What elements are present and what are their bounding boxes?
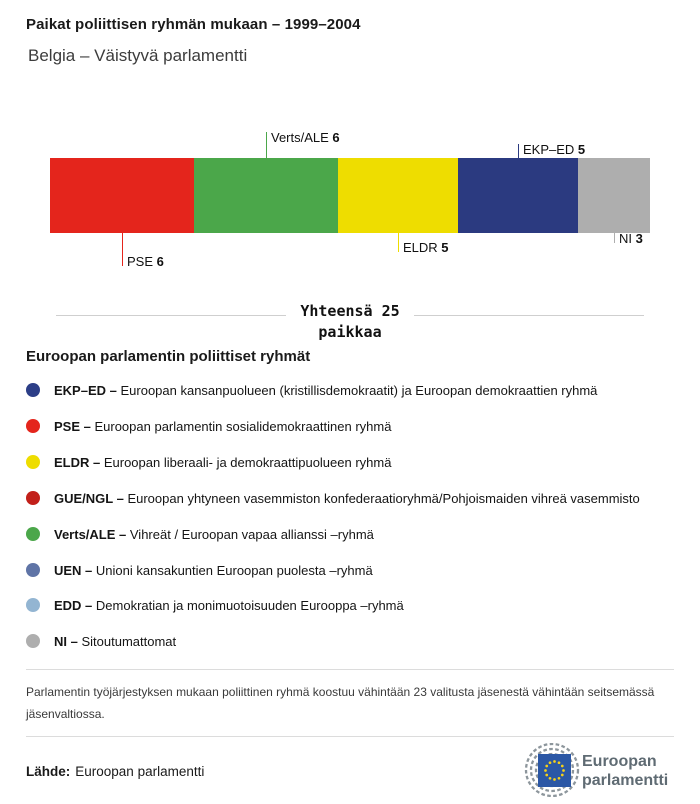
bar-segment-verts-ale bbox=[194, 158, 338, 233]
legend-dot-ekp-ed bbox=[26, 383, 40, 397]
bar-label-ekp-ed: EKP–ED 5 bbox=[523, 142, 586, 157]
legend-item-gue-ngl bbox=[0, 490, 700, 509]
legend-item-verts-ale bbox=[0, 526, 700, 545]
total-seats-line2: paikkaa bbox=[318, 322, 382, 341]
legend-text-eldr: ELDR – Euroopan liberaali- ja demokraattipuolueen ryhmä bbox=[54, 455, 392, 471]
legend-text-verts-ale: Verts/ALE – Vihreät / Euroopan vapaa allianssi –ryhmä bbox=[54, 526, 374, 542]
bar-label-eldr: ELDR 5 bbox=[403, 240, 449, 255]
bar-label-ni: NI 3 bbox=[619, 231, 643, 246]
bar-segment-ekp-ed bbox=[458, 158, 578, 233]
legend-item-edd bbox=[0, 597, 700, 616]
total-seats-line1: Yhteensä 25 bbox=[300, 302, 400, 320]
legend-text-uen: UEN – Unioni kansakuntien Euroopan puolesta –ryhmä bbox=[54, 562, 373, 578]
total-seats-label bbox=[286, 301, 413, 342]
bar-segment-eldr bbox=[338, 158, 458, 233]
legend-list bbox=[0, 382, 700, 652]
legend-item-ekp-ed bbox=[0, 382, 700, 401]
bar-callout-eldr bbox=[398, 233, 449, 255]
legend-item-pse bbox=[0, 418, 700, 437]
legend-dot-uen bbox=[26, 563, 40, 577]
legend-text-pse: PSE – Euroopan parlamentin sosialidemokraattinen ryhmä bbox=[54, 419, 392, 435]
total-left-rule bbox=[56, 315, 286, 316]
logo-text-line2: parlamentti bbox=[582, 771, 669, 789]
legend-item-ni bbox=[0, 633, 700, 652]
legend-dot-verts-ale bbox=[26, 527, 40, 541]
legend-text-edd: EDD – Demokratian ja monimuotoisuuden Eurooppa –ryhmä bbox=[54, 598, 404, 614]
bar-callout-ni bbox=[614, 231, 643, 246]
page-title: Paikat poliittisen ryhmän mukaan – 1999–2004 bbox=[26, 16, 361, 33]
seats-bar-chart bbox=[50, 124, 650, 279]
bar-segment-ni bbox=[578, 158, 650, 233]
bar-callout-pse bbox=[122, 233, 164, 269]
legend-dot-edd bbox=[26, 598, 40, 612]
bar-label-pse: PSE 6 bbox=[127, 254, 164, 269]
legend-dot-eldr bbox=[26, 455, 40, 469]
eu-flag-icon bbox=[538, 754, 571, 787]
legend-item-uen bbox=[0, 562, 700, 581]
bar-callout-verts-ale bbox=[266, 130, 340, 158]
bar-callout-ekp-ed bbox=[518, 142, 586, 158]
legend-dot-gue-ngl bbox=[26, 491, 40, 505]
bar-label-verts-ale: Verts/ALE 6 bbox=[271, 130, 340, 145]
footer bbox=[0, 737, 700, 797]
source-value: Euroopan parlamentti bbox=[75, 763, 205, 779]
footnote-text: Parlamentin työjärjestyksen mukaan poliittinen ryhmä koostuu vähintään 23 valitusta jäsenestä vähintään seitsemässä jäsenvaltiossa. bbox=[26, 685, 655, 722]
legend-text-ni: NI – Sitoutumattomat bbox=[54, 634, 177, 650]
legend-text-gue-ngl: GUE/NGL – Euroopan yhtyneen vasemmiston konfederaatioryhmä/Pohjoismaiden vihreä vasemmisto bbox=[54, 490, 640, 506]
total-right-rule bbox=[414, 315, 644, 316]
legend-item-eldr bbox=[0, 454, 700, 473]
total-seats-row bbox=[0, 301, 700, 342]
source-label: Lähde: bbox=[26, 763, 71, 779]
logo-text-line1: Euroopan bbox=[582, 752, 657, 770]
legend-text-ekp-ed: EKP–ED – Euroopan kansanpuolueen (kristillisdemokraatit) ja Euroopan demokraattien ryhmä bbox=[54, 383, 598, 399]
legend-dot-ni bbox=[26, 634, 40, 648]
legend-dot-pse bbox=[26, 419, 40, 433]
bar-segment-pse bbox=[50, 158, 194, 233]
stacked-bar bbox=[50, 158, 650, 233]
page-subtitle: Belgia – Väistyvä parlamentti bbox=[28, 46, 248, 65]
european-parliament-logo bbox=[490, 743, 678, 797]
source-line bbox=[26, 764, 204, 797]
legend-heading: Euroopan parlamentin poliittiset ryhmät bbox=[26, 348, 311, 366]
